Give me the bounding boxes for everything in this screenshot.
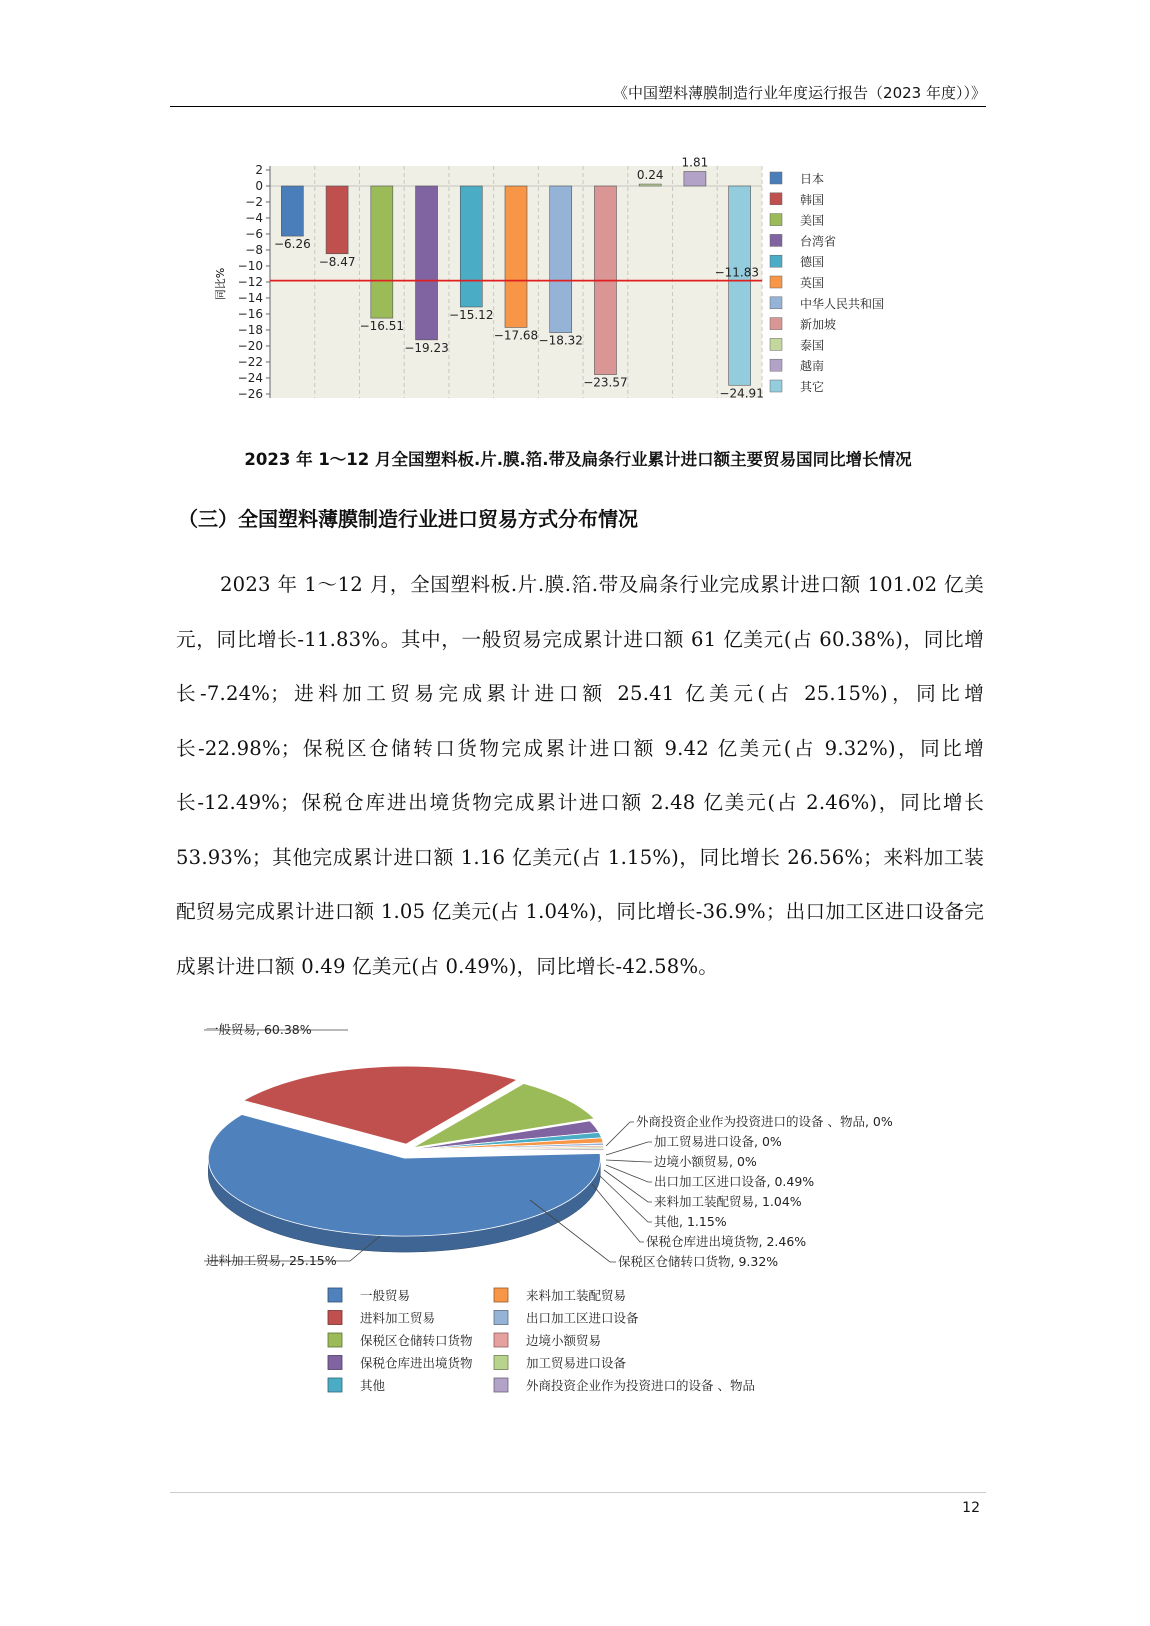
bar-value-label: −24.91 — [719, 386, 764, 401]
legend-swatch — [770, 214, 782, 226]
legend-label: 保税区仓储转口货物 — [360, 1333, 473, 1348]
y-tick-label: −2 — [245, 195, 263, 209]
bar-chart — [212, 155, 932, 410]
page-number: 12 — [962, 1500, 980, 1516]
bar-value-label: −8.47 — [318, 254, 356, 269]
pie-slice-label: 保税仓库进出境货物, 2.46% — [646, 1234, 807, 1249]
legend-swatch — [494, 1311, 508, 1325]
average-line-label: −11.83 — [714, 265, 759, 280]
legend-label: 保税仓库进出境货物 — [360, 1355, 473, 1371]
pie-slice-label: 加工贸易进口设备, 0% — [654, 1134, 782, 1149]
bar — [326, 186, 348, 254]
bar — [281, 186, 303, 236]
y-tick-label: −24 — [237, 371, 263, 385]
pie-slice-label: 边境小额贸易, 0% — [654, 1154, 757, 1169]
pie-leader-line — [606, 1142, 652, 1155]
legend-label: 德国 — [800, 255, 825, 270]
pie-leader-line — [606, 1122, 634, 1146]
y-tick-label: −12 — [237, 275, 263, 289]
pie-slice-label: 来料加工装配贸易, 1.04% — [654, 1194, 802, 1209]
bar-value-label: −16.51 — [359, 319, 405, 334]
bar — [684, 172, 706, 186]
pie-slice-label: 保税区仓储转口货物, 9.32% — [618, 1254, 779, 1269]
pie-slice-label: 外商投资企业作为投资进口的设备 、物品, 0% — [636, 1114, 893, 1129]
header-title: 《中国塑料薄膜制造行业年度运行报告（2023 年度））》 — [613, 84, 986, 102]
legend-swatch — [328, 1356, 342, 1370]
legend-label: 台湾省 — [800, 234, 837, 249]
y-tick-label: −6 — [245, 227, 263, 241]
chart-caption: 2023 年 1～12 月全国塑料板.片.膜.箔.带及扁条行业累计进口额主要贸易国同比增长情况 — [244, 450, 912, 469]
legend-swatch — [328, 1378, 342, 1392]
legend-swatch — [770, 276, 782, 288]
y-tick-label: 0 — [255, 179, 263, 193]
footer-divider — [170, 1492, 986, 1493]
bar — [371, 186, 393, 318]
y-tick-label: −16 — [237, 307, 263, 321]
legend-label: 进料加工贸易 — [360, 1310, 436, 1326]
legend-label: 一般贸易 — [360, 1288, 411, 1303]
legend-label: 泰国 — [800, 338, 825, 353]
body-paragraph: 2023 年 1～12 月，全国塑料板.片.膜.箔.带及扁条行业完成累计进口额 101.02 亿美元，同比增长-11.83%。其中，一般贸易完成累计进口额 61 亿美元(占 60.38%)，同比增长-7.24%；进料加工贸易完成累计进口额 25.41 亿美元(占 25.15%)，同比增长-22.98%；保税区仓储转口货物完成累计进口额 9.42 亿美元(占 9.32%)，同比增长-12.49%；保税仓库进出境货物完成累计进口额 2.48 亿美元(占 2.46%)，同比增长 53.93%；其他完成累计进口额 1.16 亿美元(占 1.15%)，同比增长 26.56%；来料加工装配贸易完成累计进口额 1.05 亿美元(占 1.04%)，同比增长-36.9%；出口加工区进口设备完成累计进口额 0.49 亿美元(占 0.49%)，同比增长-42.58%。 — [176, 573, 984, 978]
y-tick-label: −20 — [237, 339, 263, 353]
legend-label: 日本 — [800, 172, 825, 186]
legend-swatch — [770, 380, 782, 392]
section-heading: （三）全国塑料薄膜制造行业进口贸易方式分布情况 — [178, 507, 638, 531]
legend-label: 其他 — [360, 1378, 386, 1393]
y-tick-label: −14 — [237, 291, 263, 305]
legend-label: 来料加工装配贸易 — [526, 1288, 627, 1303]
legend-label: 边境小额贸易 — [526, 1333, 602, 1348]
legend-swatch — [770, 359, 782, 371]
pie-leader-line — [606, 1165, 652, 1182]
y-axis-label: 同比% — [214, 267, 227, 301]
bar — [460, 186, 482, 307]
legend-swatch — [494, 1333, 508, 1347]
bar — [729, 186, 751, 385]
page-header — [170, 78, 986, 107]
legend-swatch — [328, 1311, 342, 1325]
pie-slice-label: 其他, 1.15% — [654, 1214, 727, 1229]
legend-label: 英国 — [800, 276, 825, 290]
bar — [505, 186, 527, 327]
bar-value-label: 0.24 — [636, 168, 664, 183]
legend-label: 加工贸易进口设备 — [526, 1355, 627, 1371]
legend-label: 外商投资企业作为投资进口的设备 、物品 — [526, 1378, 755, 1393]
y-tick-label: −26 — [237, 387, 263, 401]
legend-label: 出口加工区进口设备 — [526, 1310, 639, 1326]
legend-swatch — [770, 338, 782, 350]
legend-label: 美国 — [800, 213, 825, 228]
legend-swatch — [328, 1333, 342, 1347]
bar — [639, 184, 661, 186]
y-tick-label: 2 — [255, 163, 263, 177]
legend-swatch — [770, 318, 782, 330]
y-tick-label: −8 — [245, 243, 263, 257]
y-tick-label: −22 — [237, 355, 263, 369]
pie-leader-line — [606, 1160, 652, 1162]
legend-swatch — [494, 1356, 508, 1370]
legend-swatch — [770, 255, 782, 267]
legend-label: 其它 — [800, 380, 825, 394]
bar-value-label: −15.12 — [449, 307, 494, 322]
legend-swatch — [770, 234, 782, 246]
legend-label: 韩国 — [800, 192, 825, 207]
legend-swatch — [770, 193, 782, 205]
y-tick-label: −10 — [237, 259, 263, 273]
bar-value-label: −19.23 — [404, 340, 449, 355]
pie-slices — [208, 1066, 604, 1252]
bar-value-label: −18.32 — [538, 333, 583, 348]
legend-swatch — [770, 297, 782, 309]
pie-slice-label: 出口加工区进口设备, 0.49% — [654, 1174, 815, 1189]
pie-slice-label: 进料加工贸易, 25.15% — [206, 1253, 337, 1268]
legend-swatch — [494, 1378, 508, 1392]
legend-swatch — [770, 172, 782, 184]
pie-legend — [328, 1288, 755, 1393]
legend-label: 中华人民共和国 — [800, 296, 885, 311]
bar-value-label: 1.81 — [681, 155, 709, 170]
pie-leader-line — [604, 1170, 652, 1202]
legend-swatch — [328, 1288, 342, 1302]
pie-chart — [200, 1022, 960, 1440]
legend-label: 越南 — [800, 359, 825, 374]
pie-slice-label: 一般贸易, 60.38% — [206, 1022, 312, 1037]
bar-value-label: −17.68 — [493, 328, 539, 343]
legend-label: 新加坡 — [800, 317, 837, 332]
bar-value-label: −6.26 — [273, 237, 311, 252]
y-tick-label: −4 — [245, 211, 263, 225]
legend-swatch — [494, 1288, 508, 1302]
legend — [770, 171, 884, 394]
bar-value-label: −23.57 — [583, 375, 628, 390]
bar — [550, 186, 572, 333]
bar — [416, 186, 438, 340]
y-tick-label: −18 — [237, 323, 263, 337]
y-axis — [238, 163, 270, 401]
